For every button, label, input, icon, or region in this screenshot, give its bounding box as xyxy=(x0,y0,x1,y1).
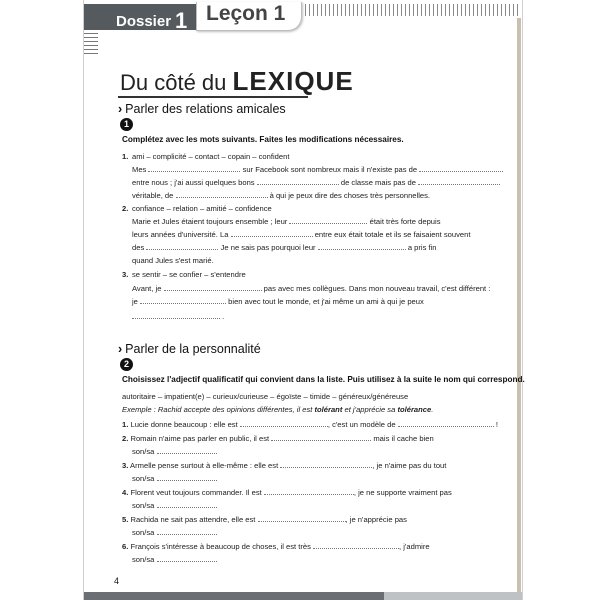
exercise-line: entre nous ; j'ai aussi quelques bons de classe mais pas de xyxy=(132,178,500,187)
exercise-number: 1 xyxy=(120,118,133,131)
section-heading-relations: › Parler des relations amicales xyxy=(118,102,286,116)
exercise-line: son/sa xyxy=(132,501,217,510)
exercise-line: leurs années d'université. La entre eux était totale et ils se faisaient souvent xyxy=(132,230,471,239)
exercise-line: 1. Lucie donne beaucoup : elle est , c'est un modèle de ! xyxy=(122,420,498,429)
exercise-line: Avant, je pas avec mes collègues. Dans mon nouveau travail, c'est différent : xyxy=(132,284,491,293)
side-hatching xyxy=(84,32,98,54)
exercise-number: 2 xyxy=(120,358,133,371)
exercise-line: véritable, de à qui je peux dire des choses très personnelles. xyxy=(132,191,431,200)
item-number: 3. xyxy=(122,270,129,279)
item-number: 2. xyxy=(122,204,129,213)
exercise-line: . xyxy=(132,312,224,321)
exercise-line: quand Jules s'est marié. xyxy=(132,256,214,265)
item-number: 1. xyxy=(122,152,129,161)
exercise-line: des . Je ne sais pas pourquoi leur a pris fin xyxy=(132,243,437,252)
exercise-line: 6. François s'intéresse à beaucoup de choses, il est très , j'admire xyxy=(122,542,430,551)
header-hatching xyxy=(305,4,521,16)
example-line: Exemple : Rachid accepte des opinions différentes, il est tolérant et j'apprécie sa tolérance. xyxy=(122,405,434,414)
exercise-line: 3. Armelle pense surtout à elle-même : elle est , je n'aime pas du tout xyxy=(122,461,447,470)
exercise-line: 2. Romain n'aime pas parler en public, il est mais il cache bien xyxy=(122,434,434,443)
exercise-line: Mes sur Facebook sont nombreux mais il n'existe pas de xyxy=(132,165,503,174)
exercise-line: 5. Rachida ne sait pas attendre, elle est , je n'apprécie pas xyxy=(122,515,407,524)
section-heading-personnalite: › Parler de la personnalité xyxy=(118,342,261,356)
exercise-line: 4. Florent veut toujours commander. Il est , je ne supporte vraiment pas xyxy=(122,488,452,497)
title-underline xyxy=(118,96,308,98)
page-title: Du côté du LEXIQUE xyxy=(120,66,354,96)
exercise-line: son/sa xyxy=(132,447,217,456)
footer-bar-light xyxy=(384,592,522,600)
footer-bar xyxy=(84,592,384,600)
word-list: ami – complicité – contact – copain – confident xyxy=(132,152,290,161)
exercise-instruction: Complétez avec les mots suivants. Faites les modifications nécessaires. xyxy=(122,135,404,144)
exercise-line: Marie et Jules étaient toujours ensemble ; leur était très forte depuis xyxy=(132,217,441,226)
exercise-line: son/sa xyxy=(132,474,217,483)
word-list: se sentir – se confier – s'entendre xyxy=(132,270,246,279)
word-list: autoritaire – impatient(e) – curieux/curieuse – égoïste – timide – généreux/généreuse xyxy=(122,392,409,401)
dossier-label: Dossier 1 xyxy=(116,8,188,33)
exercise-line: je bien avec tout le monde, et j'ai même un ami à qui je peux xyxy=(132,297,424,306)
exercise-instruction: Choisissez l'adjectif qualificatif qui convient dans la liste. Puis utilisez à la suite le nom qui correspond. xyxy=(122,375,525,384)
lecon-label: Leçon 1 xyxy=(206,2,286,25)
exercise-line: son/sa xyxy=(132,528,217,537)
word-list: confiance – relation – amitié – confidence xyxy=(132,204,272,213)
page-number: 4 xyxy=(114,576,120,586)
exercise-line: son/sa xyxy=(132,555,217,564)
page-edge xyxy=(517,18,521,592)
